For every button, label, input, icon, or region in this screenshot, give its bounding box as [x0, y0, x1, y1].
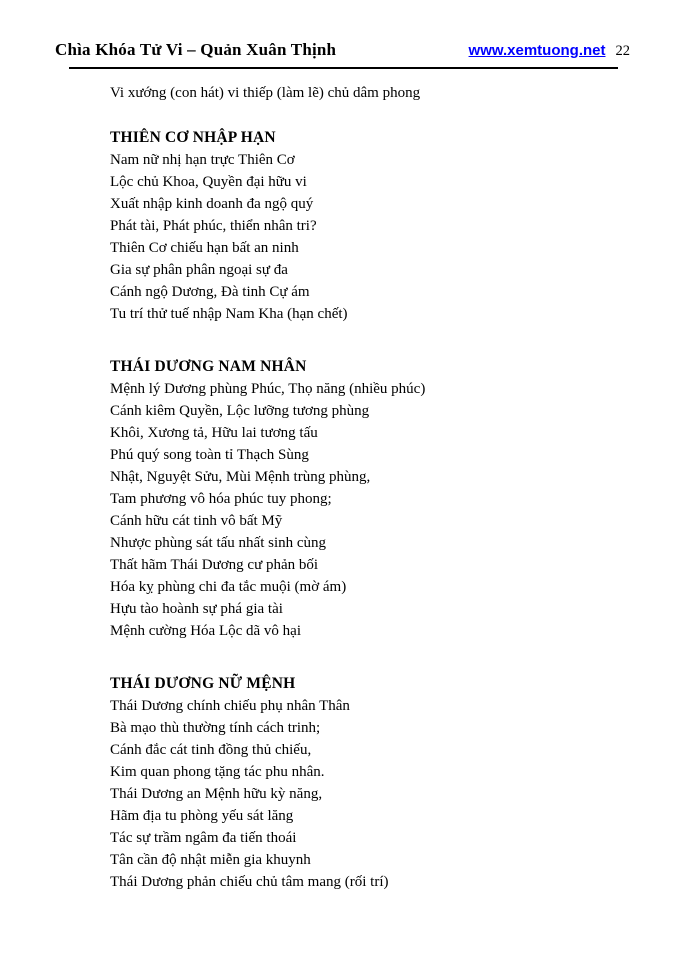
poem-line: Mệnh lý Dương phùng Phúc, Thọ năng (nhiều phúc): [110, 381, 426, 397]
poem-line: Hãm địa tu phòng yếu sát lăng: [110, 808, 294, 824]
section-lines: [110, 695, 646, 893]
poem-line: Cánh kiêm Quyền, Lộc lưỡng tương phùng: [110, 403, 370, 419]
poem-line: Tác sự trầm ngâm đa tiến thoái: [110, 830, 297, 846]
book-title: Chìa Khóa Tử Vi – Quản Xuân Thịnh: [55, 40, 337, 59]
website-link[interactable]: www.xemtuong.net: [468, 42, 606, 59]
header-right-group: [469, 42, 630, 60]
poem-line: Tu trí thử tuế nhập Nam Kha (hạn chết): [110, 306, 348, 322]
poem-line: Lộc chủ Khoa, Quyền đại hữu vi: [110, 174, 307, 190]
document-body: [110, 82, 646, 893]
intro-line: Vi xướng (con hát) vi thiếp (làm lẽ) chủ dâm phong: [110, 85, 421, 101]
poem-line: Thất hãm Thái Dương cư phản bối: [110, 557, 319, 573]
poem-line: Hóa kỵ phùng chi đa tắc muội (mờ ám): [110, 579, 347, 595]
section-thai-duong-nu-menh: [110, 673, 646, 893]
poem-line: Thái Dương chính chiếu phụ nhân Thân: [110, 698, 350, 714]
poem-line: Thái Dương phản chiếu chủ tâm mang (rối trí): [110, 874, 389, 890]
section-heading: THIÊN CƠ NHẬP HẠN: [110, 129, 276, 146]
poem-line: Bà mạo thù thường tính cách trinh;: [110, 720, 321, 736]
poem-line: Cánh ngộ Dương, Đà tinh Cự ám: [110, 284, 310, 300]
poem-line: Phú quý song toàn tỉ Thạch Sùng: [110, 447, 309, 463]
section-lines: [110, 378, 646, 642]
section-heading: THÁI DƯƠNG NAM NHÂN: [110, 358, 307, 375]
section-thai-duong-nam-nhan: [110, 356, 646, 642]
poem-line: Nhật, Nguyệt Sửu, Mùi Mệnh trùng phùng,: [110, 469, 371, 485]
section-heading: THÁI DƯƠNG NỮ MỆNH: [110, 675, 296, 692]
poem-line: Nam nữ nhị hạn trực Thiên Cơ: [110, 152, 295, 168]
poem-line: Kim quan phong tặng tác phu nhân.: [110, 764, 325, 780]
page-number: 22: [615, 43, 630, 59]
poem-line: Mệnh cường Hóa Lộc dã vô hại: [110, 623, 302, 639]
poem-line: Thiên Cơ chiếu hạn bất an ninh: [110, 240, 299, 256]
poem-line: Tam phương vô hóa phúc tuy phong;: [110, 491, 332, 507]
poem-line: Xuất nhập kinh doanh đa ngộ quý: [110, 196, 314, 212]
header-divider: [69, 67, 618, 69]
poem-line: Thái Dương an Mệnh hữu kỳ năng,: [110, 786, 323, 802]
poem-line: Hựu tào hoành sự phá gia tài: [110, 601, 283, 617]
poem-line: Phát tài, Phát phúc, thiển nhân tri?: [110, 218, 317, 234]
poem-line: Cánh hữu cát tinh vô bất Mỹ: [110, 513, 283, 529]
poem-line: Khôi, Xương tả, Hữu lai tương tấu: [110, 425, 318, 441]
poem-line: Nhược phùng sát tấu nhất sinh cùng: [110, 535, 327, 551]
poem-line: Cánh đắc cát tinh đồng thủ chiếu,: [110, 742, 312, 758]
poem-line: Gia sự phân phân ngoại sự đa: [110, 262, 288, 278]
section-thien-co-nhap-han: [110, 127, 646, 325]
section-lines: [110, 149, 646, 325]
poem-line: Tân cần độ nhật miễn gia khuynh: [110, 852, 311, 868]
page-header: [55, 40, 630, 60]
